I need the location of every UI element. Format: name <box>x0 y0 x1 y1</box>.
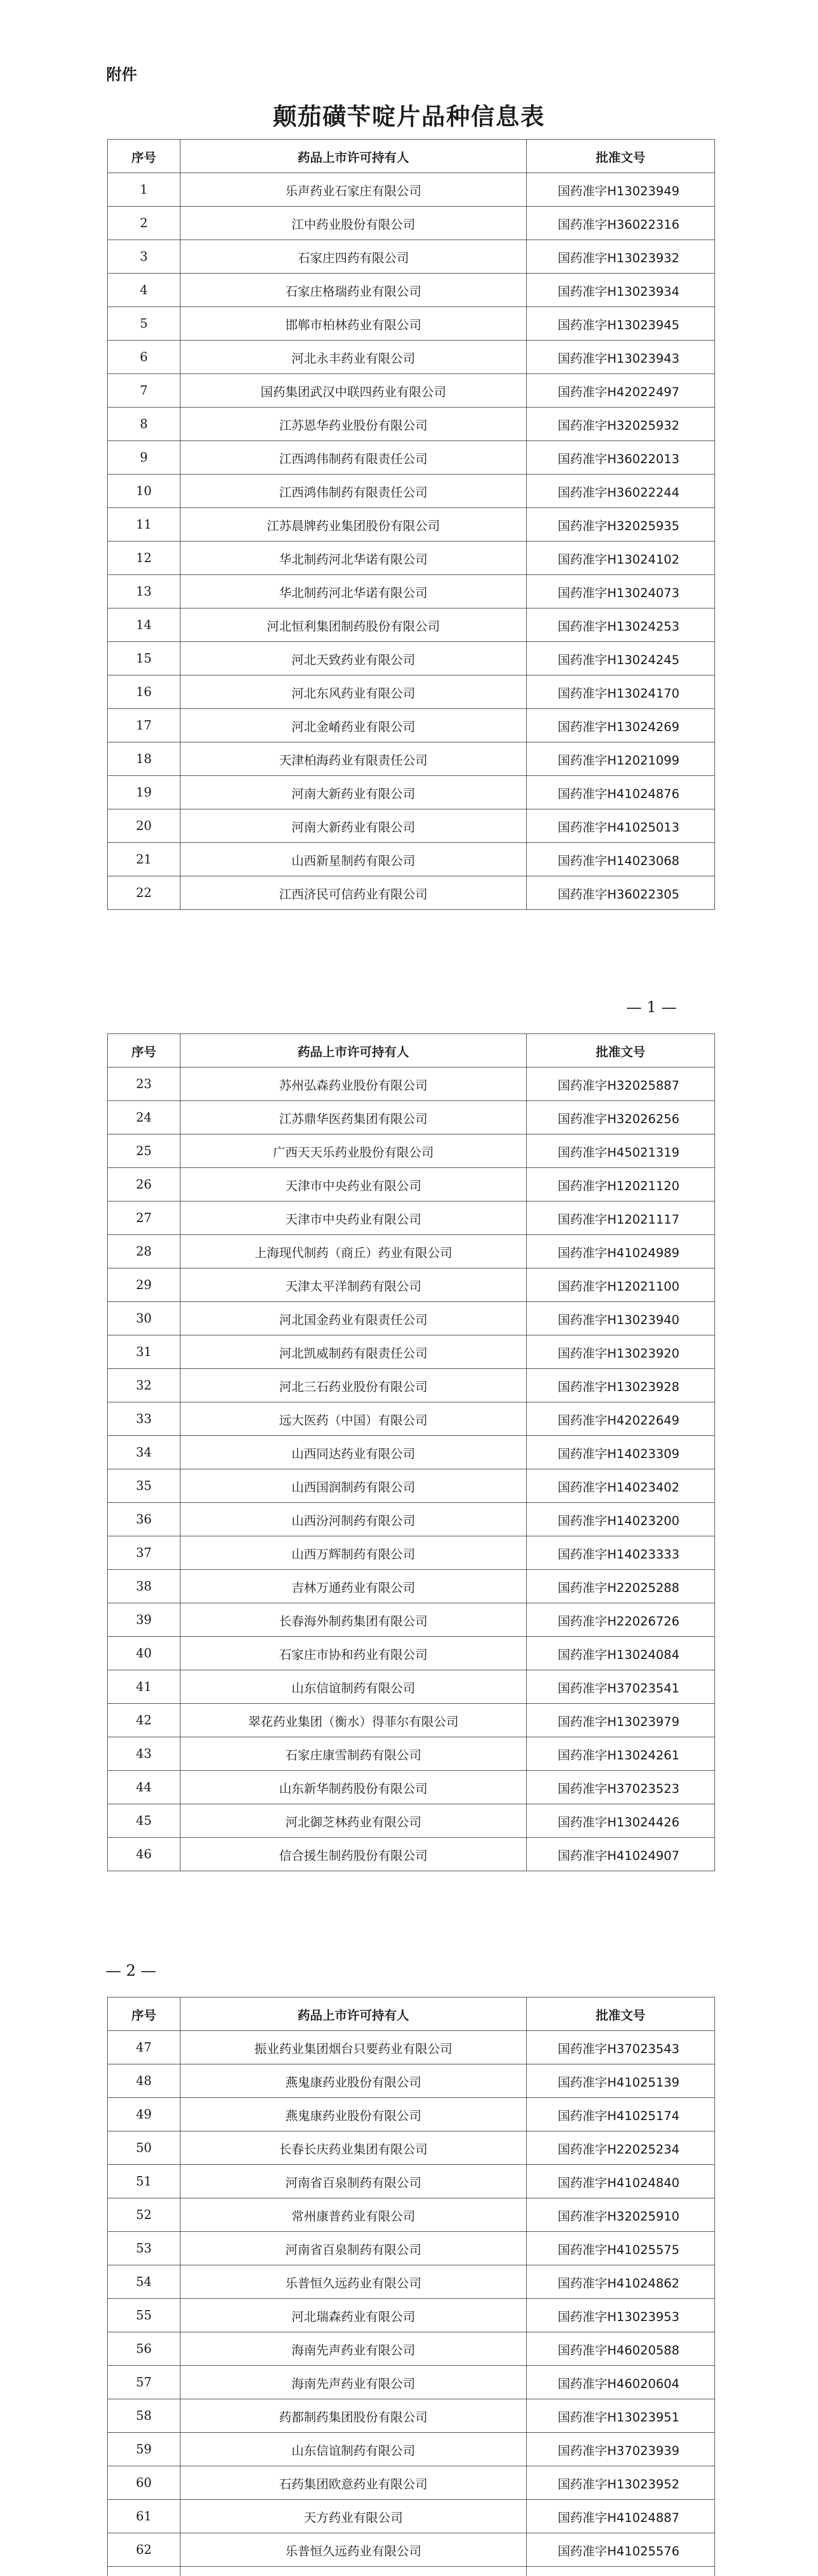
approval-number-cell: 国药准字H45021319 <box>527 1134 715 1168</box>
attachment-label: 附件 <box>106 66 137 84</box>
row-number-cell: 32 <box>108 1369 180 1402</box>
table-row <box>108 341 715 374</box>
approval-number-cell: 国药准字H36022316 <box>527 207 715 240</box>
table-row <box>108 2165 715 2198</box>
holder-cell: 山东信谊制药有限公司 <box>180 2433 527 2466</box>
table-row <box>108 608 715 642</box>
holder-cell: 长春长庆药业集团有限公司 <box>180 2131 527 2165</box>
row-number-cell: 37 <box>108 1536 180 1570</box>
holder-cell: 苏州弘森药业股份有限公司 <box>180 1067 527 1101</box>
row-number-cell: 43 <box>108 1737 180 1771</box>
table-header-row <box>108 1034 715 1067</box>
table-row <box>108 508 715 541</box>
table-row <box>108 2466 715 2500</box>
approval-number-cell: 国药准字H13024253 <box>527 608 715 642</box>
approval-number-cell: 国药准字H14023068 <box>527 843 715 876</box>
row-number-cell: 49 <box>108 2098 180 2131</box>
row-number-cell: 48 <box>108 2064 180 2098</box>
approval-number-cell: 国药准字H13024073 <box>527 575 715 608</box>
row-number-cell: 5 <box>108 307 180 341</box>
row-number-cell: 45 <box>108 1804 180 1838</box>
approval-number-cell: 国药准字H41024887 <box>527 2500 715 2533</box>
holder-cell: 石家庄格瑞药业有限公司 <box>180 274 527 307</box>
table-row <box>108 2332 715 2366</box>
approval-number-cell: 国药准字H13024245 <box>527 642 715 675</box>
row-number-cell: 61 <box>108 2500 180 2533</box>
approval-number-cell: 国药准字H41025576 <box>527 2533 715 2567</box>
approval-number-cell: 国药准字H13024426 <box>527 1804 715 1838</box>
document-title: 颠茄磺苄啶片品种信息表 <box>273 103 545 130</box>
holder-cell: 河南省百泉制药有限公司 <box>180 2232 527 2265</box>
holder-cell: 天津市中央药业有限公司 <box>180 1201 527 1235</box>
table-row <box>108 2533 715 2567</box>
row-number-cell: 54 <box>108 2265 180 2299</box>
approval-number-cell: 国药准字H46020588 <box>527 2332 715 2366</box>
row-number-cell: 38 <box>108 1570 180 1603</box>
approval-number-cell: 国药准字H13023949 <box>527 173 715 207</box>
row-number-cell: 62 <box>108 2533 180 2567</box>
holder-cell: 天方药业有限公司 <box>180 2500 527 2533</box>
row-number-cell: 30 <box>108 1302 180 1335</box>
approval-number-cell: 国药准字H13023945 <box>527 307 715 341</box>
holder-cell: 燕鬼康药业股份有限公司 <box>180 2098 527 2131</box>
holder-cell: 乐普恒久远药业有限公司 <box>180 2265 527 2299</box>
approval-number-cell: 国药准字H46020604 <box>527 2366 715 2399</box>
table-row <box>108 1335 715 1369</box>
table-header-row <box>108 140 715 173</box>
row-number-cell: 36 <box>108 1503 180 1536</box>
table-row <box>108 1503 715 1536</box>
holder-cell: 国药集团武汉中联四药业有限公司 <box>180 374 527 408</box>
approval-number-cell: 国药准字H32025935 <box>527 508 715 541</box>
row-number-cell: 18 <box>108 742 180 776</box>
row-number-cell: 33 <box>108 1402 180 1436</box>
approval-number-cell: 国药准字H14023333 <box>527 1536 715 1570</box>
holder-cell: 石家庄四药有限公司 <box>180 240 527 274</box>
approval-number-cell: 国药准字H13023940 <box>527 1302 715 1335</box>
table-row <box>108 2131 715 2165</box>
row-number-cell: 31 <box>108 1335 180 1369</box>
drug-table-page-2 <box>107 1033 715 1871</box>
approval-number-cell: 国药准字H22025234 <box>527 2131 715 2165</box>
table-row <box>108 274 715 307</box>
table-row <box>108 2265 715 2299</box>
row-number-cell: 13 <box>108 575 180 608</box>
row-number-cell: 22 <box>108 876 180 910</box>
approval-number-cell: 国药准字H41025013 <box>527 809 715 843</box>
table-row <box>108 1369 715 1402</box>
table-row <box>108 2399 715 2433</box>
holder-cell: 天津太平洋制药有限公司 <box>180 1268 527 1302</box>
holder-cell: 天津市中央药业有限公司 <box>180 1168 527 1201</box>
row-number-cell: 57 <box>108 2366 180 2399</box>
row-number-cell: 19 <box>108 776 180 809</box>
holder-cell: 药都制药集团股份有限公司 <box>180 2399 527 2433</box>
drug-table-page-1 <box>107 139 715 910</box>
row-number-cell: 9 <box>108 441 180 474</box>
column-header-no: 序号 <box>108 140 180 173</box>
holder-cell: 河北凯威制药有限责任公司 <box>180 1335 527 1369</box>
table-row <box>108 1067 715 1101</box>
row-number-cell: 51 <box>108 2165 180 2198</box>
holder-cell: 华北制药河北华诺有限公司 <box>180 541 527 575</box>
table-row <box>108 1235 715 1268</box>
approval-number-cell: 国药准字H14023309 <box>527 1436 715 1469</box>
table-row <box>108 1402 715 1436</box>
holder-cell: 信合援生制药股份有限公司 <box>180 1838 527 1871</box>
holder-cell: 华北制药河北华诺有限公司 <box>180 575 527 608</box>
row-number-cell: 21 <box>108 843 180 876</box>
row-number-cell: 60 <box>108 2466 180 2500</box>
column-header-holder: 药品上市许可持有人 <box>180 140 527 173</box>
table-row <box>108 2198 715 2232</box>
row-number-cell: 34 <box>108 1436 180 1469</box>
table-row <box>108 2433 715 2466</box>
page-number-2: — 2 — <box>106 1962 157 1980</box>
table-row <box>108 1101 715 1134</box>
table-row <box>108 1737 715 1771</box>
approval-number-cell: 国药准字H37023523 <box>527 1771 715 1804</box>
approval-number-cell: 国药准字H13024102 <box>527 541 715 575</box>
row-number-cell: 35 <box>108 1469 180 1503</box>
table-row <box>108 1201 715 1235</box>
table-row <box>108 1302 715 1335</box>
row-number-cell: 52 <box>108 2198 180 2232</box>
table-row <box>108 240 715 274</box>
row-number-cell: 23 <box>108 1067 180 1101</box>
approval-number-cell: 国药准字H13023979 <box>527 1704 715 1737</box>
table-row <box>108 1838 715 1871</box>
row-number-cell: 58 <box>108 2399 180 2433</box>
table-row <box>108 2064 715 2098</box>
row-number-cell: 59 <box>108 2433 180 2466</box>
table-row <box>108 1603 715 1637</box>
approval-number-cell: 国药准字H13023952 <box>527 2466 715 2500</box>
row-number-cell: 28 <box>108 1235 180 1268</box>
row-number-cell: 53 <box>108 2232 180 2265</box>
table-row <box>108 474 715 508</box>
table-row <box>108 2366 715 2399</box>
approval-number-cell: 国药准字H13023951 <box>527 2399 715 2433</box>
table-row <box>108 843 715 876</box>
row-number-cell: 44 <box>108 1771 180 1804</box>
row-number-cell: 2 <box>108 207 180 240</box>
approval-number-cell: 国药准字H32025910 <box>527 2198 715 2232</box>
approval-number-cell: 国药准字H37023541 <box>527 1670 715 1704</box>
table-row <box>108 1268 715 1302</box>
holder-cell: 长春海外制药集团有限公司 <box>180 1603 527 1637</box>
table-row <box>108 575 715 608</box>
row-number-cell: 56 <box>108 2332 180 2366</box>
column-header-approval: 批准文号 <box>527 140 715 173</box>
holder-cell: 河北国金药业有限责任公司 <box>180 1302 527 1335</box>
approval-number-cell: 国药准字H36022013 <box>527 441 715 474</box>
holder-cell: 江苏鼎华医药集团有限公司 <box>180 1101 527 1134</box>
approval-number-cell: 国药准字H22026726 <box>527 1603 715 1637</box>
approval-number-cell: 国药准字H13023953 <box>527 2299 715 2332</box>
holder-cell: 燕鬼康药业股份有限公司 <box>180 2064 527 2098</box>
approval-number-cell: 国药准字H37023939 <box>527 2433 715 2466</box>
approval-number-cell: 国药准字H42022649 <box>527 1402 715 1436</box>
page-number-1: — 1 — <box>626 998 677 1016</box>
table-row <box>108 541 715 575</box>
approval-number-cell: 国药准字H13023932 <box>527 240 715 274</box>
table-row <box>108 776 715 809</box>
holder-cell: 江苏晨牌药业集团股份有限公司 <box>180 508 527 541</box>
row-number-cell: 17 <box>108 709 180 742</box>
row-number-cell: 4 <box>108 274 180 307</box>
approval-number-cell: 国药准字H32026256 <box>527 1101 715 1134</box>
holder-cell: 常州康普药业有限公司 <box>180 2198 527 2232</box>
holder-cell: 山西国润制药有限公司 <box>180 1469 527 1503</box>
holder-cell: 河北天致药业有限公司 <box>180 642 527 675</box>
holder-cell: 乐普恒久远药业有限公司 <box>180 2533 527 2567</box>
table-row <box>108 408 715 441</box>
table-row <box>108 1637 715 1670</box>
row-number-cell: 46 <box>108 1838 180 1871</box>
approval-number-cell <box>527 2567 715 2576</box>
table-row <box>108 709 715 742</box>
table-row <box>108 1168 715 1201</box>
table-row <box>108 2098 715 2131</box>
approval-number-cell: 国药准字H41024862 <box>527 2265 715 2299</box>
approval-number-cell: 国药准字H13024269 <box>527 709 715 742</box>
row-number-cell: 50 <box>108 2131 180 2165</box>
approval-number-cell: 国药准字H41024907 <box>527 1838 715 1871</box>
row-number-cell: 47 <box>108 2031 180 2064</box>
holder-cell: 广西天天乐药业股份有限公司 <box>180 1134 527 1168</box>
approval-number-cell: 国药准字H36022244 <box>527 474 715 508</box>
approval-number-cell: 国药准字H42022497 <box>527 374 715 408</box>
table-row <box>108 742 715 776</box>
approval-number-cell: 国药准字H41025174 <box>527 2098 715 2131</box>
approval-number-cell: 国药准字H32025887 <box>527 1067 715 1101</box>
table-row <box>108 876 715 910</box>
approval-number-cell: 国药准字H37023543 <box>527 2031 715 2064</box>
holder-cell: 河南大新药业有限公司 <box>180 809 527 843</box>
approval-number-cell: 国药准字H13023934 <box>527 274 715 307</box>
row-number-cell: 10 <box>108 474 180 508</box>
approval-number-cell: 国药准字H41024876 <box>527 776 715 809</box>
table-row <box>108 1570 715 1603</box>
table-row <box>108 1704 715 1737</box>
table-row <box>108 2567 715 2576</box>
row-number-cell: 27 <box>108 1201 180 1235</box>
row-number-cell: 24 <box>108 1101 180 1134</box>
approval-number-cell: 国药准字H14023402 <box>527 1469 715 1503</box>
holder-cell: 上海现代制药（商丘）药业有限公司 <box>180 1235 527 1268</box>
holder-cell: 山西同达药业有限公司 <box>180 1436 527 1469</box>
holder-cell: 河北东风药业有限公司 <box>180 675 527 709</box>
holder-cell: 天津柏海药业有限责任公司 <box>180 742 527 776</box>
table-row <box>108 1469 715 1503</box>
row-number-cell: 15 <box>108 642 180 675</box>
approval-number-cell: 国药准字H12021100 <box>527 1268 715 1302</box>
row-number-cell: 14 <box>108 608 180 642</box>
holder-cell <box>180 2567 527 2576</box>
approval-number-cell: 国药准字H14023200 <box>527 1503 715 1536</box>
table-header-row <box>108 1997 715 2031</box>
column-header-approval: 批准文号 <box>527 1997 715 2031</box>
holder-cell: 山东信谊制药有限公司 <box>180 1670 527 1704</box>
column-header-holder: 药品上市许可持有人 <box>180 1034 527 1067</box>
row-number-cell: 25 <box>108 1134 180 1168</box>
table-row <box>108 2500 715 2533</box>
approval-number-cell: 国药准字H12021117 <box>527 1201 715 1235</box>
approval-number-cell: 国药准字H13023943 <box>527 341 715 374</box>
approval-number-cell: 国药准字H22025288 <box>527 1570 715 1603</box>
row-number-cell: 29 <box>108 1268 180 1302</box>
holder-cell: 石家庄市协和药业有限公司 <box>180 1637 527 1670</box>
holder-cell: 吉林万通药业有限公司 <box>180 1570 527 1603</box>
row-number-cell: 20 <box>108 809 180 843</box>
row-number-cell: 6 <box>108 341 180 374</box>
row-number-cell: 42 <box>108 1704 180 1737</box>
approval-number-cell: 国药准字H13024084 <box>527 1637 715 1670</box>
row-number-cell: 7 <box>108 374 180 408</box>
column-header-approval: 批准文号 <box>527 1034 715 1067</box>
table-row <box>108 1436 715 1469</box>
table-row <box>108 307 715 341</box>
approval-number-cell: 国药准字H12021099 <box>527 742 715 776</box>
holder-cell: 振业药业集团烟台只要药业有限公司 <box>180 2031 527 2064</box>
table-row <box>108 2031 715 2064</box>
holder-cell: 翠花药业集团（衡水）得菲尔有限公司 <box>180 1704 527 1737</box>
holder-cell: 乐声药业石家庄有限公司 <box>180 173 527 207</box>
row-number-cell: 40 <box>108 1637 180 1670</box>
approval-number-cell: 国药准字H36022305 <box>527 876 715 910</box>
approval-number-cell: 国药准字H13024261 <box>527 1737 715 1771</box>
row-number-cell: 16 <box>108 675 180 709</box>
table-row <box>108 1771 715 1804</box>
approval-number-cell: 国药准字H41024989 <box>527 1235 715 1268</box>
approval-number-cell: 国药准字H41025575 <box>527 2232 715 2265</box>
table-row <box>108 207 715 240</box>
approval-number-cell: 国药准字H41024840 <box>527 2165 715 2198</box>
approval-number-cell: 国药准字H13023928 <box>527 1369 715 1402</box>
holder-cell: 河南省百泉制药有限公司 <box>180 2165 527 2198</box>
approval-number-cell: 国药准字H13023920 <box>527 1335 715 1369</box>
table-row <box>108 642 715 675</box>
row-number-cell: 3 <box>108 240 180 274</box>
table-row <box>108 1134 715 1168</box>
column-header-holder: 药品上市许可持有人 <box>180 1997 527 2031</box>
table-row <box>108 1536 715 1570</box>
row-number-cell: 41 <box>108 1670 180 1704</box>
column-header-no: 序号 <box>108 1997 180 2031</box>
holder-cell: 河北永丰药业有限公司 <box>180 341 527 374</box>
holder-cell: 河北三石药业股份有限公司 <box>180 1369 527 1402</box>
table-row <box>108 1670 715 1704</box>
column-header-no: 序号 <box>108 1034 180 1067</box>
row-number-cell: 11 <box>108 508 180 541</box>
holder-cell: 山西汾河制药有限公司 <box>180 1503 527 1536</box>
holder-cell: 石药集团欧意药业有限公司 <box>180 2466 527 2500</box>
holder-cell: 河北恒利集团制药股份有限公司 <box>180 608 527 642</box>
table-row <box>108 441 715 474</box>
holder-cell: 河南大新药业有限公司 <box>180 776 527 809</box>
holder-cell: 石家庄康雪制药有限公司 <box>180 1737 527 1771</box>
holder-cell: 河北瑞森药业有限公司 <box>180 2299 527 2332</box>
holder-cell: 江苏恩华药业股份有限公司 <box>180 408 527 441</box>
holder-cell: 邯郸市柏林药业有限公司 <box>180 307 527 341</box>
holder-cell: 海南先声药业有限公司 <box>180 2366 527 2399</box>
holder-cell: 江中药业股份有限公司 <box>180 207 527 240</box>
row-number-cell: 55 <box>108 2299 180 2332</box>
table-row <box>108 2232 715 2265</box>
row-number-cell: 12 <box>108 541 180 575</box>
approval-number-cell: 国药准字H32025932 <box>527 408 715 441</box>
holder-cell: 江西鸿伟制药有限责任公司 <box>180 441 527 474</box>
holder-cell: 江西济民可信药业有限公司 <box>180 876 527 910</box>
holder-cell: 山西万辉制药有限公司 <box>180 1536 527 1570</box>
holder-cell: 江西鸿伟制药有限责任公司 <box>180 474 527 508</box>
row-number-cell: 26 <box>108 1168 180 1201</box>
holder-cell: 河北金崤药业有限公司 <box>180 709 527 742</box>
holder-cell: 远大医药（中国）有限公司 <box>180 1402 527 1436</box>
row-number-cell: 1 <box>108 173 180 207</box>
holder-cell: 海南先声药业有限公司 <box>180 2332 527 2366</box>
approval-number-cell: 国药准字H41025139 <box>527 2064 715 2098</box>
row-number-cell <box>108 2567 180 2576</box>
approval-number-cell: 国药准字H13024170 <box>527 675 715 709</box>
table-row <box>108 1804 715 1838</box>
holder-cell: 山东新华制药股份有限公司 <box>180 1771 527 1804</box>
holder-cell: 河北御芝林药业有限公司 <box>180 1804 527 1838</box>
drug-table-page-3 <box>107 1997 715 2576</box>
table-row <box>108 173 715 207</box>
table-row <box>108 675 715 709</box>
approval-number-cell: 国药准字H12021120 <box>527 1168 715 1201</box>
row-number-cell: 8 <box>108 408 180 441</box>
table-row <box>108 809 715 843</box>
table-row <box>108 2299 715 2332</box>
holder-cell: 山西新星制药有限公司 <box>180 843 527 876</box>
row-number-cell: 39 <box>108 1603 180 1637</box>
table-row <box>108 374 715 408</box>
